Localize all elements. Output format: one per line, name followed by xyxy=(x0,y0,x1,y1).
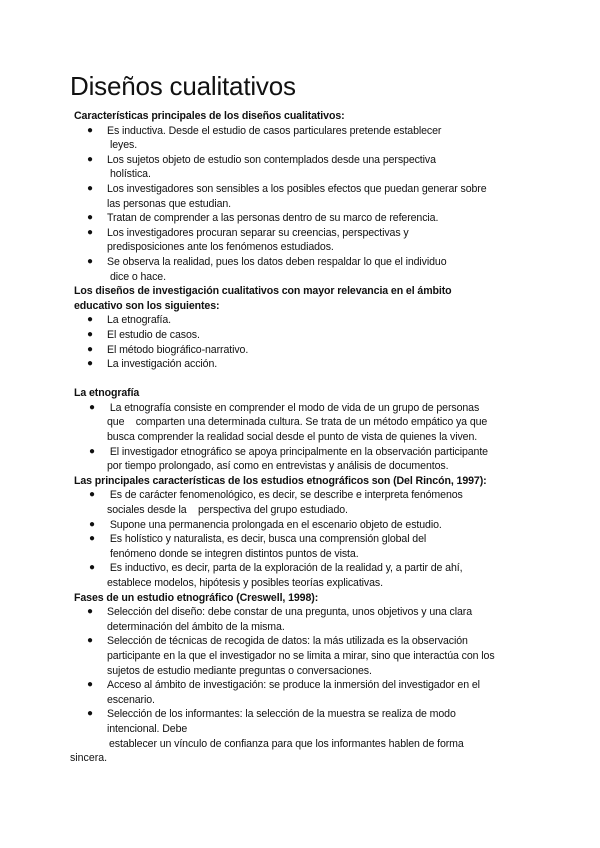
bullet-icon: ● xyxy=(89,489,95,501)
list-item-line: La etnografía. xyxy=(107,314,171,327)
list-item-line: La etnografía consiste en comprender el modo de vida de un grupo de personas xyxy=(107,401,480,414)
section-heading: Los diseños de investigación cualitativos con mayor relevancia en el ámbito xyxy=(74,285,452,298)
list-item-line: participante en la que el investigador no se limita a mirar, sino que interactúa con los xyxy=(107,649,495,662)
list-item-line: establece modelos, hipótesis y posibles teorías explicativas. xyxy=(107,577,383,589)
list-item xyxy=(74,488,544,517)
list-item-line: fenómeno donde se integren distintos puntos de vista. xyxy=(110,547,359,560)
list-item-line: Selección de técnicas de recogida de datos: la más utilizada es la observación xyxy=(107,635,468,648)
list-item-line: Acceso al ámbito de investigación: se produce la inmersión del investigador en el xyxy=(107,679,480,692)
list-item-line: holística. xyxy=(110,168,151,181)
bullet-icon: ● xyxy=(87,635,93,647)
section-heading: La etnografía xyxy=(74,387,140,400)
section-heading-continued: educativo son los siguientes: xyxy=(74,299,220,312)
section-etnografia xyxy=(74,386,544,474)
bullet-icon: ● xyxy=(89,562,95,574)
list-item-line: escenario. xyxy=(107,693,155,706)
list-item xyxy=(74,561,544,590)
list-item xyxy=(74,532,544,561)
list-item xyxy=(74,357,544,372)
list-item xyxy=(74,124,544,153)
list-item-line: El investigador etnográfico se apoya principalmente en la observación participante xyxy=(107,445,488,458)
bullet-icon: ● xyxy=(87,679,93,691)
list-item-line: busca comprender la realidad social desde el punto de vista de quienes la viven. xyxy=(107,431,478,444)
bullet-icon: ● xyxy=(89,533,95,545)
bullet-icon: ● xyxy=(87,255,93,267)
bullet-list xyxy=(74,605,544,751)
list-item-line: sujetos de estudio mediante preguntas o conversaciones. xyxy=(107,664,372,677)
list-item xyxy=(74,226,544,255)
bullet-list xyxy=(74,488,544,590)
list-item-line: Se observa la realidad, pues los datos deben respaldar lo que el individuo xyxy=(107,255,447,268)
list-item-line: Los sujetos objeto de estudio son contemplados desde una perspectiva xyxy=(107,153,436,166)
bullet-icon: ● xyxy=(87,153,93,165)
bullet-icon: ● xyxy=(89,401,95,413)
list-item-line: intencional. Debe xyxy=(107,722,188,735)
list-item-line: Los investigadores procuran separar su creencias, perspectivas y xyxy=(107,226,409,239)
blank-line xyxy=(74,372,544,387)
bullet-icon: ● xyxy=(87,226,93,238)
list-item-line: Es holístico y naturalista, es decir, busca una comprensión global del xyxy=(107,533,427,546)
list-item-line: que comparten una determinada cultura. Se trata de un método empático ya que xyxy=(107,416,488,429)
section-disenos-relevancia xyxy=(74,284,544,372)
section-heading: Las principales características de los estudios etnográficos son (Del Rincón, 1997): xyxy=(74,474,487,487)
list-item-line: Tratan de comprender a las personas dentro de su marco de referencia. xyxy=(107,212,439,225)
list-item-line: leyes. xyxy=(110,139,138,152)
list-item xyxy=(74,328,544,343)
section-heading: Fases de un estudio etnográfico (Creswell, 1998): xyxy=(74,591,319,604)
list-item xyxy=(74,445,544,474)
bullet-icon: ● xyxy=(87,182,93,194)
list-item-line: predisposiciones ante los fenómenos estudiados. xyxy=(107,241,334,254)
list-item-line: dice o hace. xyxy=(110,270,166,283)
list-item-line: determinación del ámbito de la misma. xyxy=(107,620,285,633)
bullet-icon: ● xyxy=(87,124,93,136)
list-item-line: La investigación acción. xyxy=(107,358,218,371)
page-title: Diseños cualitativos xyxy=(70,71,296,101)
bullet-icon: ● xyxy=(87,328,93,340)
trailing-text: sincera. xyxy=(70,752,108,765)
list-item-line: Supone una permanencia prolongada en el escenario objeto de estudio. xyxy=(107,518,442,531)
section-caracteristicas-etnograficos xyxy=(74,474,544,591)
bullet-icon: ● xyxy=(89,518,95,530)
list-item-line: establecer un vínculo de confianza para que los informantes hablen de forma xyxy=(109,737,464,750)
bullet-list xyxy=(74,401,544,474)
list-item xyxy=(74,401,544,445)
list-item-line: Es inductiva. Desde el estudio de casos particulares pretende establecer xyxy=(107,124,442,137)
bullet-icon: ● xyxy=(89,445,95,457)
list-item-line: El método biográfico-narrativo. xyxy=(107,343,249,356)
bullet-icon: ● xyxy=(87,708,93,720)
list-item xyxy=(74,343,544,358)
section-caracteristicas xyxy=(74,109,544,284)
bullet-icon: ● xyxy=(87,343,93,355)
list-item-line: Selección de los informantes: la selección de la muestra se realiza de modo xyxy=(107,708,456,721)
list-item xyxy=(74,313,544,328)
list-item xyxy=(74,255,544,284)
bullet-icon: ● xyxy=(87,212,93,224)
bullet-icon: ● xyxy=(87,606,93,618)
list-item-line: Es inductivo, es decir, parta de la exploración de la realidad y, a partir de ahí, xyxy=(107,562,463,575)
document-body xyxy=(70,109,544,766)
list-item-line: las personas que estudian. xyxy=(107,197,232,210)
section-heading: Características principales de los diseños cualitativos: xyxy=(74,110,345,122)
list-item xyxy=(74,211,544,226)
bullet-list xyxy=(74,313,544,371)
list-item-line: por tiempo prolongado, así como en entrevistas y análisis de documentos. xyxy=(107,460,449,473)
bullet-list xyxy=(74,124,544,285)
bullet-icon: ● xyxy=(87,358,93,370)
list-item xyxy=(74,707,544,751)
list-item xyxy=(74,678,544,707)
list-item xyxy=(74,518,544,533)
list-item xyxy=(74,153,544,182)
list-item-line: El estudio de casos. xyxy=(107,328,200,341)
list-item xyxy=(74,634,544,678)
list-item-line: Es de carácter fenomenológico, es decir, se describe e interpreta fenómenos xyxy=(107,489,463,502)
section-fases xyxy=(70,591,544,766)
list-item-line: sociales desde la perspectiva del grupo estudiado. xyxy=(107,504,348,517)
list-item-line: Los investigadores son sensibles a los posibles efectos que puedan generar sobre xyxy=(107,182,487,195)
list-item-line: Selección del diseño: debe constar de una pregunta, unos objetivos y una clara xyxy=(107,606,472,619)
list-item xyxy=(74,605,544,634)
list-item xyxy=(74,182,544,211)
bullet-icon: ● xyxy=(87,314,93,326)
